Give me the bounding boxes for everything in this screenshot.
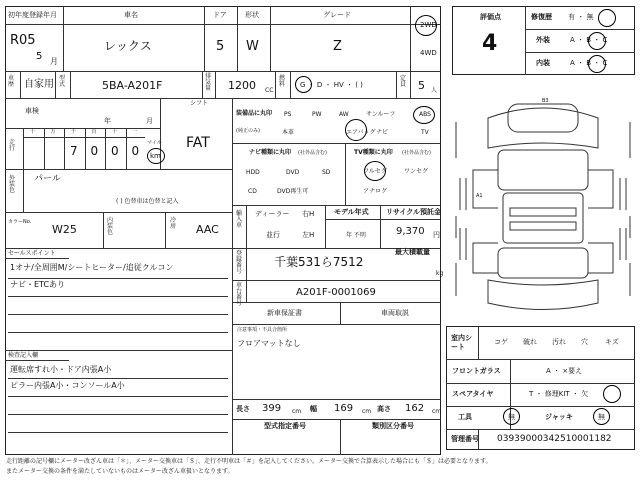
manual: 車両取説 — [381, 309, 409, 317]
seat-item: 汚れ — [552, 338, 566, 346]
grade-value: Z — [333, 39, 342, 54]
month-value: 5 — [36, 51, 43, 62]
width-unit: cm — [362, 408, 372, 415]
drive-2wd: 2WD — [420, 21, 437, 29]
navi-item: DVD — [286, 169, 300, 176]
interior-grade-label: 内装 — [536, 59, 550, 67]
width-value: 169 — [334, 403, 354, 414]
plate-label: 登録番号 — [236, 250, 243, 275]
tool-label: 工具 — [458, 413, 472, 421]
jack-none-circle — [593, 408, 610, 425]
sales-label: セールスポイント — [8, 250, 56, 257]
car-diagram — [448, 98, 638, 322]
model-label: 型式 — [59, 75, 66, 88]
km-circle — [147, 148, 165, 164]
repair-none-circle — [598, 9, 616, 27]
height-label: 高さ — [377, 405, 391, 413]
spare-label: スペアタイヤ — [452, 390, 494, 398]
length-value: 399 — [262, 403, 282, 414]
footer-line-1: 走行距離の記号欄にメーター改ざん車は「＊」、メーター交換車は「＄」、走行不明車は「＃」を記入してください。メーター交換で合算表示した場合にも「＄」は必要となります。 — [6, 458, 492, 465]
mileage-digit: 0 — [90, 144, 99, 158]
glass-value: A ・ ×要え — [546, 367, 583, 375]
sales-line-1: 1オナ/全周囲M/シートヒーター/追従クルコン — [10, 263, 174, 272]
exterior-color-value: パール — [34, 174, 61, 184]
doors-label: ドア — [213, 11, 227, 19]
equipment-item: エアバッグ — [346, 129, 376, 136]
equipment-item: ABS — [419, 111, 431, 118]
import-left-h: 左H — [302, 231, 315, 239]
import-right-h: 右H — [302, 210, 315, 218]
equipment-item: PW — [312, 111, 322, 118]
airbag-circle — [345, 119, 367, 141]
grade-label: グレード — [323, 11, 351, 19]
inspector-line-2: ピラー内張A小・コンソールA小 — [10, 381, 125, 390]
equipment-item: PS — [284, 111, 292, 118]
insp-month-unit: 月 — [146, 117, 153, 125]
cc-unit: CC — [265, 87, 274, 94]
color-change-note: ( ) 色替車は色替と記入 — [116, 198, 179, 205]
recycle-yen: 円 — [433, 231, 440, 239]
notice-label: 注意事項・不具合箇所 — [237, 327, 288, 333]
month-unit: 月 — [50, 57, 58, 66]
import-parallel: 並行 — [266, 231, 280, 239]
inspection-label: 車検 — [25, 107, 39, 115]
equipment-item: ナビ — [376, 129, 389, 136]
color-no-label: カラーNo. — [8, 219, 32, 225]
mark-b3: B3 — [542, 98, 549, 104]
category-number-label: 類別区分番号 — [372, 422, 414, 430]
usage-label: 車歴 — [8, 75, 15, 88]
equipment-item: AW — [339, 111, 349, 118]
shift-label: シフト — [190, 100, 209, 107]
navi-item: SD — [322, 169, 331, 176]
mark-a1: A1 — [476, 193, 483, 199]
mileage-digit-label: 十 — [112, 129, 118, 135]
jack-value: 無 — [598, 413, 605, 421]
navi-sub: (社外品含む) — [298, 150, 327, 156]
seat-label: 室内シート — [451, 334, 472, 352]
usage-value: 自家用 — [24, 79, 54, 90]
model-year-value: 年 不明 — [346, 232, 366, 239]
model-year-label: モデル年式 — [334, 208, 369, 216]
insp-year-unit: 年 — [104, 117, 111, 125]
glass-label: フロントガラス — [452, 367, 501, 375]
interior-color-label: 内装色 — [107, 217, 114, 236]
seat-item: コゲ — [494, 338, 508, 346]
spare-value: T ・ 修理KIT ・ 欠 — [529, 390, 589, 398]
max-load-label: 最大積載量 — [395, 248, 430, 256]
exterior-color-label: 外装色 — [9, 175, 16, 194]
fuel-g-circle — [295, 76, 312, 93]
chassis-label: 車台番号 — [236, 282, 243, 307]
chassis-value: A201F-0001069 — [296, 287, 376, 298]
seat-item: 破れ — [523, 338, 537, 346]
interior-grade-options: A ・ B ・ C — [570, 59, 608, 67]
recycle-value: 9,370 — [396, 226, 425, 237]
spare-missing-circle — [603, 385, 621, 403]
mileage-digit: 7 — [70, 144, 78, 158]
ac-label: 冷房 — [170, 217, 177, 230]
footer-line-2: またメーター交換の条件を満たしていないものはメーター改ざん車扱いとなります。 — [6, 468, 234, 475]
shape-value: W — [246, 39, 259, 54]
mileage-digit-label: 一 — [132, 129, 138, 135]
recycle-label: リサイクル預託金 — [386, 208, 442, 216]
inspector-label: 検査記入欄 — [8, 352, 39, 359]
width-label: 幅 — [310, 405, 317, 413]
mileage-digit-label: 百 — [91, 129, 97, 135]
type-designation-label: 型式指定番号 — [264, 422, 306, 430]
capacity-value: 5 — [418, 79, 425, 92]
tv-item: フルセグ — [363, 168, 387, 175]
tool-value: 無 — [508, 413, 515, 421]
equipment-title: 装備品に丸印 — [236, 110, 273, 117]
tool-none-circle — [503, 408, 520, 425]
exterior-grade-label: 外装 — [536, 36, 550, 44]
mileage-digit-label: 千 — [71, 129, 77, 135]
equipment-subtitle: (純正のみ) — [236, 128, 260, 134]
plate-value: 千葉531ら7512 — [274, 255, 364, 269]
shape-label: 形状 — [245, 11, 259, 19]
tv-item: アナログ — [363, 188, 388, 195]
equipment-item: サンルーフ — [366, 111, 396, 118]
sales-line-2: ナビ・ETCあり — [10, 280, 66, 289]
seat-item: キズ — [605, 338, 619, 346]
inspector-line-1: 運転席すれ小・ドア内張A小 — [10, 365, 112, 374]
score-label: 評価点 — [480, 13, 501, 21]
displacement-label: 排気量 — [205, 73, 212, 92]
seat-item: 穴 — [581, 338, 588, 346]
mgmt-label: 管理番号 — [451, 435, 479, 443]
first-reg-label: 初年度登録年月 — [8, 11, 57, 19]
import-label: 輸入車 — [236, 210, 243, 229]
fuel-label: 燃料 — [279, 75, 286, 88]
score-value: 4 — [482, 31, 498, 56]
length-unit: cm — [292, 408, 302, 415]
length-label: 長さ — [236, 405, 250, 413]
navi-item: HDD — [246, 169, 260, 176]
shift-value: FAT — [186, 135, 210, 151]
era-year: R05 — [10, 33, 36, 48]
mileage-digit-label: 十 — [30, 129, 36, 135]
equipment-item: 本革 — [282, 129, 295, 136]
mile-label: マイル — [147, 140, 162, 146]
doors-value: 5 — [216, 39, 225, 54]
exterior-grade-options: A ・ B ・ C — [570, 36, 608, 44]
mileage-digit-label: 万 — [50, 129, 56, 135]
ac-value: AAC — [196, 223, 219, 236]
mileage-digit: 0 — [111, 144, 119, 158]
max-load-kg: kg — [436, 270, 444, 277]
fuel-options: G ・ D ・ HV ・ ( ) — [300, 81, 363, 89]
model-value: 5BA-A201F — [102, 79, 163, 92]
displacement-value: 1200 — [228, 79, 256, 92]
fullseg-circle — [364, 161, 386, 181]
height-unit: cm — [432, 408, 442, 415]
repair-options: 有 ・ 無 — [568, 13, 594, 21]
repair-label: 修復歴 — [531, 13, 552, 21]
tv-title: TV種類に丸印 — [354, 149, 393, 156]
car-name: レックス — [104, 39, 152, 53]
mgmt-value: 03939000342510001182 — [497, 434, 612, 444]
mileage-digit: 0 — [131, 144, 140, 158]
notice-text: フロアマットなし — [237, 339, 301, 348]
navi-item: CD — [248, 188, 257, 195]
abs-circle — [413, 106, 435, 124]
car-name-label: 車名 — [124, 11, 138, 19]
color-no-value: W25 — [52, 223, 77, 236]
equipment-item: TV — [421, 129, 429, 136]
capacity-label: 定員 — [400, 75, 407, 88]
mileage-label: 走行 — [9, 139, 16, 152]
import-dealer: ディーラー — [255, 210, 290, 218]
navi-title: ナビ種類に丸印 — [249, 149, 292, 156]
navi-item: DVD再生可 — [277, 188, 309, 195]
capacity-unit: 人 — [431, 87, 438, 94]
exterior-b-circle — [588, 32, 606, 50]
tv-item: ワンセグ — [404, 168, 429, 175]
drive-4wd: 4WD — [420, 49, 437, 57]
interior-b-circle — [588, 55, 606, 73]
drive-2wd-circle — [415, 15, 437, 36]
new-warranty: 新車保証書 — [267, 309, 302, 317]
tv-sub: (社外品含む) — [402, 150, 431, 156]
height-value: 162 — [405, 403, 425, 414]
jack-label: ジャッキ — [545, 413, 573, 421]
km-unit: km — [150, 152, 161, 160]
